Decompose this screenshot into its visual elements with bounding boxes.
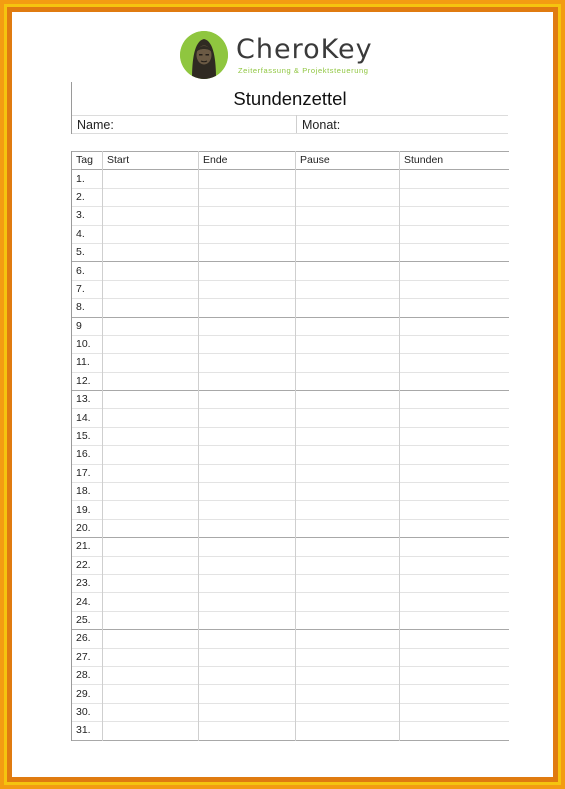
day-number: 22. [72,556,103,574]
divider [72,115,508,116]
ende-cell[interactable] [199,685,296,703]
pause-cell[interactable] [296,501,400,519]
table-header-row [72,152,509,170]
start-cell[interactable] [103,207,199,225]
pause-cell[interactable] [296,262,400,280]
pause-cell[interactable] [296,464,400,482]
table-row [72,611,509,629]
pause-cell[interactable] [296,409,400,427]
day-number: 17. [72,464,103,482]
start-cell[interactable] [103,630,199,648]
stunden-cell[interactable] [400,648,509,666]
table-row [72,317,509,335]
sheet-header [71,82,508,134]
pause-cell[interactable] [296,703,400,721]
start-cell[interactable] [103,317,199,335]
pause-cell[interactable] [296,611,400,629]
pause-cell[interactable] [296,722,400,740]
pause-cell[interactable] [296,299,400,317]
table-row [72,243,509,261]
pause-cell[interactable] [296,243,400,261]
ende-cell[interactable] [199,391,296,409]
pause-cell[interactable] [296,188,400,206]
stunden-cell[interactable] [400,446,509,464]
start-cell[interactable] [103,538,199,556]
table-row [72,262,509,280]
pause-cell[interactable] [296,335,400,353]
table-row [72,280,509,298]
day-number: 31. [72,722,103,740]
table-row [72,483,509,501]
start-cell[interactable] [103,574,199,592]
stunden-cell[interactable] [400,519,509,537]
pause-cell[interactable] [296,225,400,243]
stunden-cell[interactable] [400,611,509,629]
start-cell[interactable] [103,243,199,261]
start-cell[interactable] [103,280,199,298]
ende-cell[interactable] [199,170,296,188]
start-cell[interactable] [103,335,199,353]
ende-cell[interactable] [199,556,296,574]
day-number: 19. [72,501,103,519]
day-number: 1. [72,170,103,188]
timesheet-page [12,12,553,777]
ende-cell[interactable] [199,538,296,556]
stunden-cell[interactable] [400,317,509,335]
pause-cell[interactable] [296,372,400,390]
column-header-ende: Ende [199,152,296,170]
ende-cell[interactable] [199,409,296,427]
table-row [72,501,509,519]
stunden-cell[interactable] [400,391,509,409]
stunden-cell[interactable] [400,427,509,445]
pause-cell[interactable] [296,391,400,409]
ende-cell[interactable] [199,666,296,684]
day-number: 10. [72,335,103,353]
day-number: 23. [72,574,103,592]
pause-cell[interactable] [296,280,400,298]
stunden-cell[interactable] [400,372,509,390]
column-header-tag: Tag [72,152,103,170]
day-number: 27. [72,648,103,666]
table-row [72,538,509,556]
stunden-cell[interactable] [400,574,509,592]
ende-cell[interactable] [199,464,296,482]
column-header-start: Start [103,152,199,170]
start-cell[interactable] [103,722,199,740]
stunden-cell[interactable] [400,409,509,427]
ende-cell[interactable] [199,207,296,225]
start-cell[interactable] [103,354,199,372]
ende-cell[interactable] [199,317,296,335]
start-cell[interactable] [103,464,199,482]
table-row [72,427,509,445]
ende-cell[interactable] [199,593,296,611]
day-number: 8. [72,299,103,317]
ende-cell[interactable] [199,427,296,445]
ende-cell[interactable] [199,611,296,629]
table-row [72,630,509,648]
day-number: 21. [72,538,103,556]
logo-portrait-icon [180,31,228,79]
stunden-cell[interactable] [400,464,509,482]
ende-cell[interactable] [199,225,296,243]
table-row [72,207,509,225]
day-number: 30. [72,703,103,721]
ende-cell[interactable] [199,372,296,390]
day-number: 7. [72,280,103,298]
start-cell[interactable] [103,427,199,445]
ende-cell[interactable] [199,648,296,666]
ende-cell[interactable] [199,354,296,372]
day-number: 12. [72,372,103,390]
start-cell[interactable] [103,685,199,703]
pause-cell[interactable] [296,354,400,372]
start-cell[interactable] [103,666,199,684]
brand-tagline: Zeiterfassung & Projektsteuerung [238,66,369,75]
start-cell[interactable] [103,519,199,537]
ende-cell[interactable] [199,519,296,537]
start-cell[interactable] [103,593,199,611]
start-cell[interactable] [103,262,199,280]
table-row [72,170,509,188]
table-row [72,722,509,740]
day-number: 20. [72,519,103,537]
start-cell[interactable] [103,703,199,721]
start-cell[interactable] [103,225,199,243]
start-cell[interactable] [103,556,199,574]
month-field-label: Monat: [302,118,341,132]
pause-cell[interactable] [296,207,400,225]
ende-cell[interactable] [199,483,296,501]
stunden-cell[interactable] [400,225,509,243]
stunden-cell[interactable] [400,722,509,740]
ende-cell[interactable] [199,299,296,317]
start-cell[interactable] [103,170,199,188]
day-number: 6. [72,262,103,280]
stunden-cell[interactable] [400,262,509,280]
day-number: 5. [72,243,103,261]
divider [72,133,508,134]
table-row [72,685,509,703]
day-number: 13. [72,391,103,409]
start-cell[interactable] [103,446,199,464]
pause-cell[interactable] [296,666,400,684]
pause-cell[interactable] [296,538,400,556]
stunden-cell[interactable] [400,354,509,372]
day-number: 4. [72,225,103,243]
pause-cell[interactable] [296,446,400,464]
stunden-cell[interactable] [400,593,509,611]
table-row [72,556,509,574]
day-number: 18. [72,483,103,501]
stunden-cell[interactable] [400,207,509,225]
sheet-title: Stundenzettel [233,88,347,109]
stunden-cell[interactable] [400,538,509,556]
day-number: 24. [72,593,103,611]
ende-cell[interactable] [199,262,296,280]
day-number: 11. [72,354,103,372]
pause-cell[interactable] [296,427,400,445]
table-row [72,372,509,390]
stunden-cell[interactable] [400,556,509,574]
start-cell[interactable] [103,299,199,317]
pause-cell[interactable] [296,483,400,501]
pause-cell[interactable] [296,574,400,592]
stunden-cell[interactable] [400,335,509,353]
pause-cell[interactable] [296,648,400,666]
day-number: 26. [72,630,103,648]
pause-cell[interactable] [296,630,400,648]
stunden-cell[interactable] [400,685,509,703]
start-cell[interactable] [103,648,199,666]
day-number: 15. [72,427,103,445]
ende-cell[interactable] [199,280,296,298]
pause-cell[interactable] [296,685,400,703]
stunden-cell[interactable] [400,299,509,317]
start-cell[interactable] [103,483,199,501]
day-number: 25. [72,611,103,629]
divider [296,115,297,134]
brand-name: CheroKey [236,34,373,65]
ende-cell[interactable] [199,446,296,464]
hours-table [71,151,509,741]
ende-cell[interactable] [199,703,296,721]
stunden-cell[interactable] [400,188,509,206]
stunden-cell[interactable] [400,703,509,721]
ende-cell[interactable] [199,722,296,740]
table-row [72,648,509,666]
table-row [72,464,509,482]
table-row [72,391,509,409]
stunden-cell[interactable] [400,501,509,519]
pause-cell[interactable] [296,556,400,574]
start-cell[interactable] [103,409,199,427]
pause-cell[interactable] [296,519,400,537]
column-header-stunden: Stunden [400,152,509,170]
stunden-cell[interactable] [400,280,509,298]
day-number: 29. [72,685,103,703]
stunden-cell[interactable] [400,666,509,684]
day-number: 3. [72,207,103,225]
start-cell[interactable] [103,188,199,206]
ende-cell[interactable] [199,574,296,592]
table-row [72,354,509,372]
day-number: 28. [72,666,103,684]
pause-cell[interactable] [296,593,400,611]
day-number: 2. [72,188,103,206]
table-row [72,446,509,464]
day-number: 9 [72,317,103,335]
stunden-cell[interactable] [400,170,509,188]
table-row [72,703,509,721]
ende-cell[interactable] [199,630,296,648]
table-row [72,225,509,243]
ende-cell[interactable] [199,188,296,206]
start-cell[interactable] [103,611,199,629]
ende-cell[interactable] [199,335,296,353]
stunden-cell[interactable] [400,243,509,261]
stunden-cell[interactable] [400,630,509,648]
ende-cell[interactable] [199,501,296,519]
stunden-cell[interactable] [400,483,509,501]
start-cell[interactable] [103,501,199,519]
table-row [72,299,509,317]
start-cell[interactable] [103,372,199,390]
brand-header [180,29,410,85]
day-number: 14. [72,409,103,427]
start-cell[interactable] [103,391,199,409]
table-row [72,593,509,611]
table-row [72,666,509,684]
ende-cell[interactable] [199,243,296,261]
pause-cell[interactable] [296,317,400,335]
table-row [72,188,509,206]
table-row [72,574,509,592]
table-row [72,519,509,537]
column-header-pause: Pause [296,152,400,170]
table-row [72,335,509,353]
table-row [72,409,509,427]
pause-cell[interactable] [296,170,400,188]
day-number: 16. [72,446,103,464]
name-field-label: Name: [77,118,114,132]
